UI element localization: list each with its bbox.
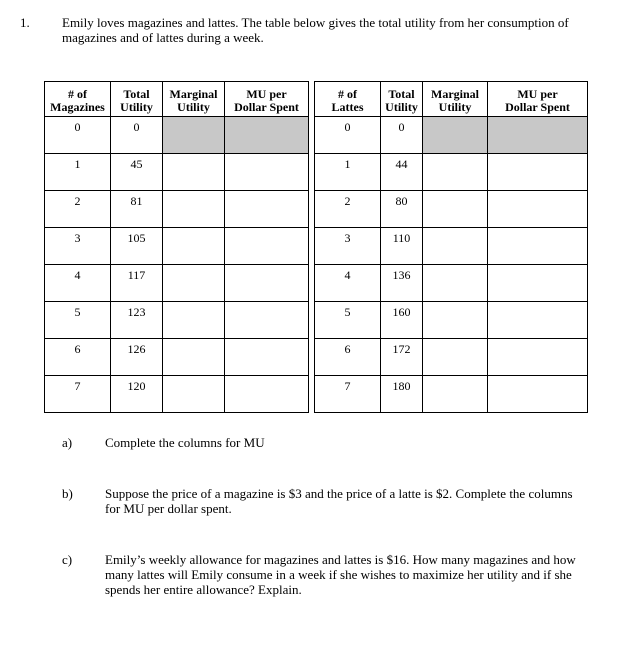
table-row [45, 302, 588, 339]
lattes-qty-cell: 7 [315, 376, 381, 413]
lattes-marginal-utility-cell[interactable] [423, 376, 488, 413]
lattes-qty-cell: 6 [315, 339, 381, 376]
part-text: Emily’s weekly allowance for magazines and lattes is $16. How many magazines and how many lattes will Emily consume in a week if she wishes to maximize her utility and if she spends her entire allowance? Explain. [105, 552, 576, 597]
lattes-mu-per-dollar-cell[interactable] [488, 339, 588, 376]
header-magazines-total-utility: Total Utility [111, 82, 163, 117]
magazines-total-utility-cell: 117 [111, 265, 163, 302]
lattes-total-utility-cell: 180 [381, 376, 423, 413]
lattes-total-utility-cell: 44 [381, 154, 423, 191]
header-lattes-marginal-utility: Marginal Utility [423, 82, 488, 117]
magazines-marginal-utility-cell[interactable] [163, 228, 225, 265]
magazines-total-utility-cell: 0 [111, 117, 163, 154]
magazines-qty-cell: 7 [45, 376, 111, 413]
header-magazines-qty: # of Magazines [45, 82, 111, 117]
table-row [45, 228, 588, 265]
question-number: 1. [20, 15, 30, 30]
magazines-marginal-utility-cell [163, 117, 225, 154]
magazines-total-utility-cell: 45 [111, 154, 163, 191]
magazines-total-utility-cell: 81 [111, 191, 163, 228]
lattes-qty-cell: 1 [315, 154, 381, 191]
magazines-mu-per-dollar-cell[interactable] [225, 154, 309, 191]
table-row [45, 117, 588, 154]
lattes-marginal-utility-cell[interactable] [423, 154, 488, 191]
lattes-total-utility-cell: 136 [381, 265, 423, 302]
magazines-mu-per-dollar-cell [225, 117, 309, 154]
lattes-marginal-utility-cell[interactable] [423, 228, 488, 265]
lattes-marginal-utility-cell[interactable] [423, 302, 488, 339]
magazines-total-utility-cell: 123 [111, 302, 163, 339]
header-magazines-marginal-utility: Marginal Utility [163, 82, 225, 117]
lattes-qty-cell: 3 [315, 228, 381, 265]
lattes-marginal-utility-cell[interactable] [423, 265, 488, 302]
lattes-marginal-utility-cell [423, 117, 488, 154]
lattes-qty-cell: 2 [315, 191, 381, 228]
magazines-qty-cell: 4 [45, 265, 111, 302]
header-lattes-mu-per-dollar: MU per Dollar Spent [488, 82, 588, 117]
lattes-mu-per-dollar-cell[interactable] [488, 154, 588, 191]
magazines-marginal-utility-cell[interactable] [163, 191, 225, 228]
magazines-mu-per-dollar-cell[interactable] [225, 228, 309, 265]
header-lattes-qty: # of Lattes [315, 82, 381, 117]
magazines-marginal-utility-cell[interactable] [163, 265, 225, 302]
lattes-marginal-utility-cell[interactable] [423, 339, 488, 376]
magazines-total-utility-cell: 105 [111, 228, 163, 265]
table-body [45, 117, 588, 413]
magazines-mu-per-dollar-cell[interactable] [225, 302, 309, 339]
lattes-total-utility-cell: 80 [381, 191, 423, 228]
part-text: Suppose the price of a magazine is $3 and the price of a latte is $2. Complete the columns for MU per dollar spent. [105, 486, 573, 516]
table-row [45, 191, 588, 228]
table-row [45, 265, 588, 302]
magazines-marginal-utility-cell[interactable] [163, 376, 225, 413]
lattes-total-utility-cell: 160 [381, 302, 423, 339]
lattes-mu-per-dollar-cell[interactable] [488, 302, 588, 339]
magazines-mu-per-dollar-cell[interactable] [225, 376, 309, 413]
lattes-mu-per-dollar-cell[interactable] [488, 265, 588, 302]
header-lattes-total-utility: Total Utility [381, 82, 423, 117]
header-magazines-mu-per-dollar: MU per Dollar Spent [225, 82, 309, 117]
lattes-total-utility-cell: 172 [381, 339, 423, 376]
lattes-mu-per-dollar-cell[interactable] [488, 376, 588, 413]
magazines-marginal-utility-cell[interactable] [163, 302, 225, 339]
part-label: c) [62, 552, 73, 567]
magazines-mu-per-dollar-cell[interactable] [225, 191, 309, 228]
magazines-qty-cell: 3 [45, 228, 111, 265]
table-header-row [45, 82, 588, 117]
part-text: Complete the columns for MU [105, 435, 265, 450]
magazines-qty-cell: 1 [45, 154, 111, 191]
magazines-total-utility-cell: 126 [111, 339, 163, 376]
magazines-mu-per-dollar-cell[interactable] [225, 265, 309, 302]
magazines-qty-cell: 5 [45, 302, 111, 339]
magazines-qty-cell: 0 [45, 117, 111, 154]
utility-table [44, 81, 588, 413]
lattes-mu-per-dollar-cell[interactable] [488, 228, 588, 265]
magazines-qty-cell: 6 [45, 339, 111, 376]
lattes-total-utility-cell: 110 [381, 228, 423, 265]
lattes-qty-cell: 5 [315, 302, 381, 339]
lattes-mu-per-dollar-cell[interactable] [488, 191, 588, 228]
table-row [45, 339, 588, 376]
magazines-mu-per-dollar-cell[interactable] [225, 339, 309, 376]
table-row [45, 376, 588, 413]
magazines-total-utility-cell: 120 [111, 376, 163, 413]
lattes-qty-cell: 4 [315, 265, 381, 302]
lattes-total-utility-cell: 0 [381, 117, 423, 154]
question-intro: Emily loves magazines and lattes. The table below gives the total utility from her consumption of magazines and of lattes during a week. [62, 15, 569, 45]
lattes-mu-per-dollar-cell [488, 117, 588, 154]
lattes-qty-cell: 0 [315, 117, 381, 154]
magazines-marginal-utility-cell[interactable] [163, 154, 225, 191]
lattes-marginal-utility-cell[interactable] [423, 191, 488, 228]
table-row [45, 154, 588, 191]
part-label: a) [62, 435, 73, 450]
part-label: b) [62, 486, 73, 501]
magazines-marginal-utility-cell[interactable] [163, 339, 225, 376]
magazines-qty-cell: 2 [45, 191, 111, 228]
